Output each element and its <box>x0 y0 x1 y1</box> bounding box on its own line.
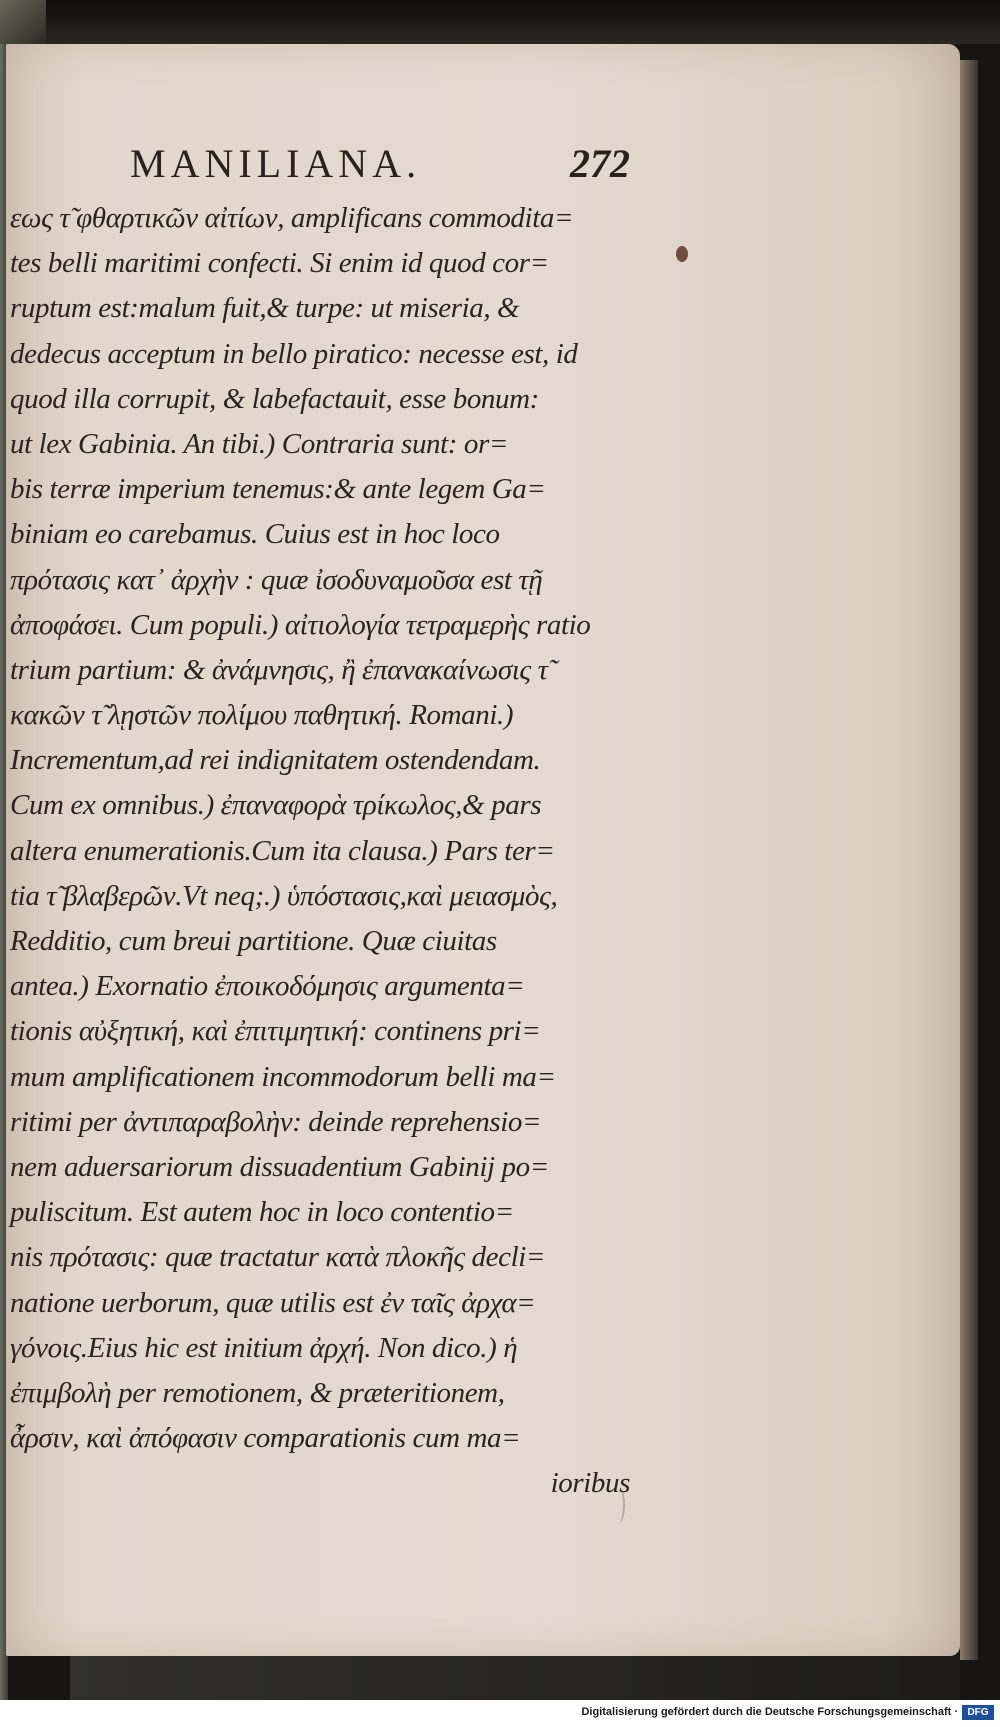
text-line: puliscitum. Est autem hoc in loco contentio= <box>10 1196 514 1229</box>
text-line: biniam eo carebamus. Cuius est in hoc loco <box>10 518 500 551</box>
text-line: ruptum est:malum fuit,& turpe: ut miseria, & <box>10 292 520 325</box>
text-block <box>10 196 630 1506</box>
text-line: nem aduersariorum dissuadentium Gabinij po= <box>10 1150 549 1183</box>
text-line: πρότασις κατ᾽ ἀρχὴν : quæ ἰσοδυναμοῦσα est τῇ <box>10 563 543 596</box>
text-line: Cum ex omnibus.) ἐπαναφορὰ τρίκωλος,& pars <box>10 789 542 822</box>
text-line: ἐπιμβολὴ per remotionem, & præteritionem, <box>10 1376 505 1409</box>
catchword: ioribus <box>550 1467 630 1500</box>
text-line: nis πρότασις: quæ tractatur κατὰ πλοκῆς decli= <box>10 1241 546 1274</box>
text-line: antea.) Exornatio ἐποικοδόμησις argumenta= <box>10 970 525 1003</box>
text-line: altera enumerationis.Cum ita clausa.) Pars ter= <box>10 834 555 867</box>
page-fore-edge <box>960 60 978 1660</box>
ink-stain <box>676 246 688 262</box>
text-line: tes belli maritimi confecti. Si enim id quod cor= <box>10 247 549 280</box>
text-line: bis terræ imperium tenemus:& ante legem Ga= <box>10 473 546 506</box>
text-line: quod illa corrupit, & labefactauit, esse bonum: <box>10 382 539 415</box>
running-title: MANILIANA. <box>130 141 422 186</box>
text-line: ut lex Gabinia. An tibi.) Contraria sunt: or= <box>10 427 509 460</box>
text-line: ritimi per ἀντιπαραβολὴν: deinde reprehensio= <box>10 1105 542 1138</box>
dfg-logo: DFG <box>962 1705 994 1720</box>
text-line: ἆρσιν, καὶ ἀπόφασιν comparationis cum ma= <box>10 1422 521 1455</box>
book-cover-corner <box>0 0 46 44</box>
funding-credit: Digitalisierung gefördert durch die Deutsche Forschungsgemeinschaft · <box>581 1706 958 1718</box>
digitization-footer <box>0 1700 1000 1727</box>
scan-bottom-edge <box>70 1655 960 1700</box>
text-line: tia τ̃ βλαβερῶν.Vt neq;.) ὑπόστασις,καὶ μειασμὸς, <box>10 879 558 912</box>
text-line: Redditio, cum breui partitione. Quæ ciuitas <box>10 925 497 957</box>
text-line: γόνοις.Eius hic est initium ἀρχή. Non dico.) ἡ <box>10 1331 518 1364</box>
text-line: ἀποφάσει. Cum populi.) αἰτιολογία τετραμερὴς ratio <box>10 608 591 641</box>
text-line: tionis αὐξητική, καὶ ἐπιτιμητική: continens pri= <box>10 1015 541 1048</box>
text-line: κακῶν τ̃ λῃστῶν πολίμου παθητική. Romani.) <box>10 699 514 732</box>
text-line: natione uerborum, quæ utilis est ἐν ταῖς ἀρχα= <box>10 1286 536 1319</box>
text-line: Incrementum,ad rei indignitatem ostendendam. <box>10 744 541 777</box>
text-line: εως τ̃ φθαρτικῶν αἰτίων, amplificans commodita= <box>10 202 574 234</box>
text-line: mum amplificationem incommodorum belli ma= <box>10 1060 556 1093</box>
page-number: 272 <box>570 141 630 186</box>
page-header <box>130 138 630 190</box>
text-line: dedecus acceptum in bello piratico: necesse est, id <box>10 337 578 370</box>
scan-top-edge <box>0 0 1000 44</box>
text-line: trium partium: & ἀνάμνησις, ἢ ἐπανακαίνωσις τ̃ <box>10 653 548 686</box>
